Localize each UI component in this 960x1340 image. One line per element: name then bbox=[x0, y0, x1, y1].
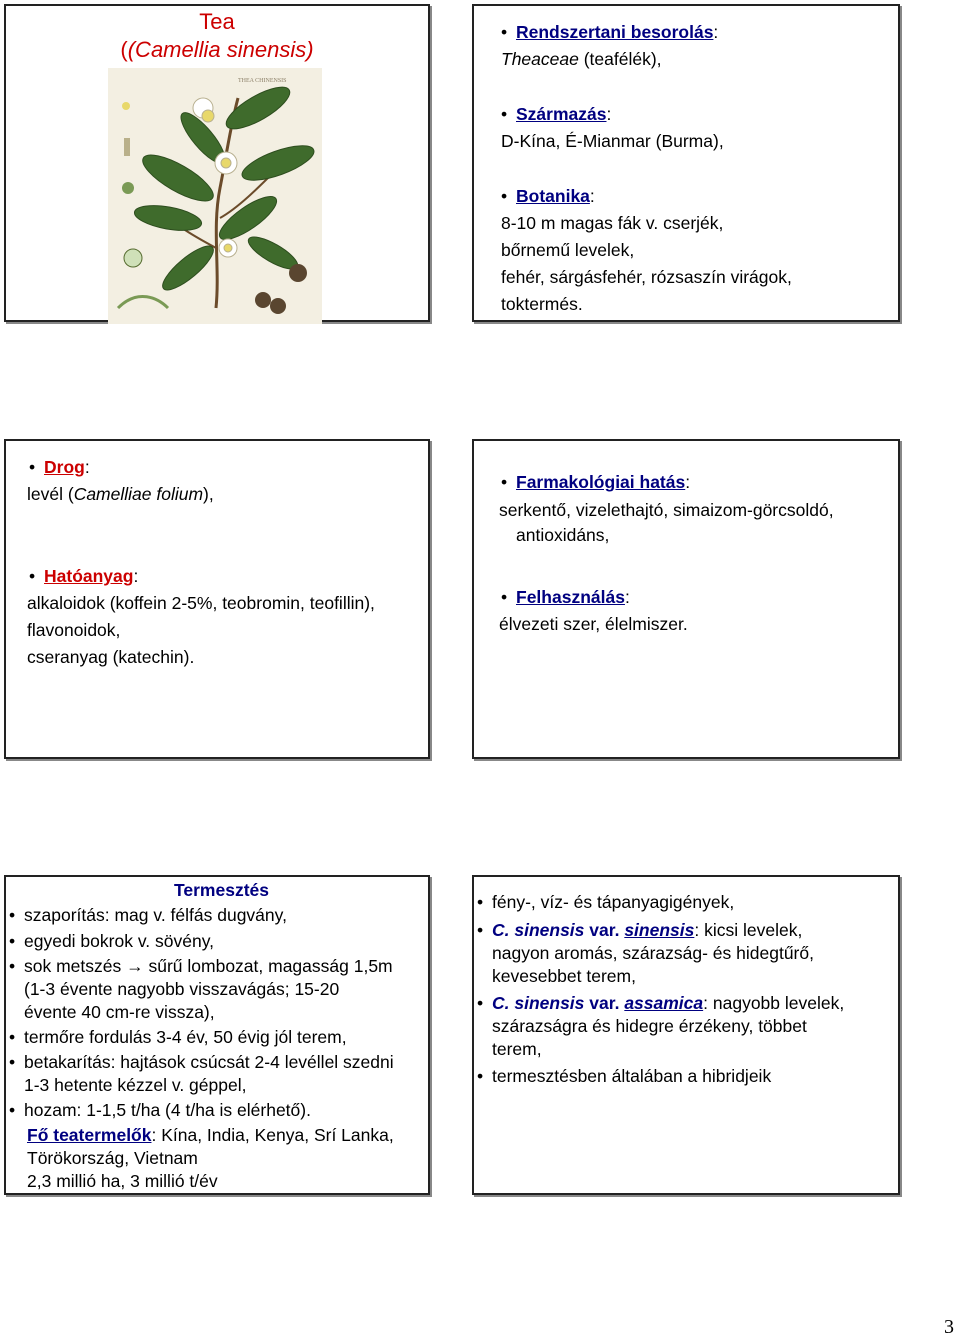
cultivation-line-6: • termőre fordulás 3-4 év, 50 évig jól terem, bbox=[24, 1026, 347, 1048]
pharmacology-heading: • Farmakológiai hatás: bbox=[516, 471, 690, 493]
classification-heading: • Rendszertani besorolás: bbox=[516, 21, 718, 43]
varieties-line-1: • fény-, víz- és tápanyagigények, bbox=[492, 891, 734, 913]
cultivation-line-2: • egyedi bokrok v. sövény, bbox=[24, 930, 214, 952]
slide-2 bbox=[472, 4, 900, 322]
drug-text: levél (Camelliae folium), bbox=[27, 484, 214, 504]
slide-title-tea: Tea bbox=[199, 9, 235, 34]
ingredient-line-1: alkaloidok (koffein 2-5%, teobromin, teofillin), bbox=[27, 593, 375, 613]
drug-heading: • Drog: bbox=[44, 456, 90, 478]
cultivation-title: Termesztés bbox=[174, 880, 270, 900]
pharmacology-line-1: serkentő, vizelethajtó, simaizom-görcsoldó, bbox=[499, 500, 834, 520]
family-text: Theaceae (teafélék), bbox=[501, 49, 662, 69]
ingredient-line-2: flavonoidok, bbox=[27, 620, 121, 640]
variety-assamica-line-3: terem, bbox=[492, 1039, 542, 1059]
main-producers-line-2: Törökország, Vietnam bbox=[27, 1148, 198, 1168]
cultivation-line-4: (1-3 évente nagyobb visszavágás; 15-20 bbox=[24, 979, 340, 999]
variety-sinensis-line-2: nagyon aromás, szárazság- és hidegtűrő, bbox=[492, 943, 814, 963]
botany-line-1: 8-10 m magas fák v. cserjék, bbox=[501, 213, 724, 233]
slide-1 bbox=[4, 4, 430, 322]
botany-line-2: bőrnemű levelek, bbox=[501, 240, 635, 260]
cultivation-line-3: • sok metszés → sűrű lombozat, magasság 1,5m bbox=[24, 955, 393, 977]
usage-heading: • Felhasználás: bbox=[516, 586, 630, 608]
botany-heading: • Botanika: bbox=[516, 185, 595, 207]
tea-plant-illustration bbox=[108, 68, 322, 324]
cultivation-line-5: évente 40 cm-re vissza), bbox=[24, 1002, 215, 1022]
slide-title-latin: ((Camellia sinensis) bbox=[120, 37, 314, 62]
active-ingredient-heading: • Hatóanyag: bbox=[44, 565, 138, 587]
cultivation-line-7: • betakarítás: hajtások csúcsát 2-4 levéllel szedni bbox=[24, 1051, 394, 1073]
variety-assamica-line-2: szárazságra és hidegre érzékeny, többet bbox=[492, 1016, 807, 1036]
variety-sinensis-line-3: kevesebbet terem, bbox=[492, 966, 636, 986]
ingredient-line-3: cseranyag (katechin). bbox=[27, 647, 195, 667]
variety-assamica-heading: • C. sinensis var. assamica: nagyobb levelek, bbox=[492, 992, 844, 1014]
main-producers-line: Fő teatermelők: Kína, India, Kenya, Srí Lanka, bbox=[27, 1125, 394, 1145]
cultivation-line-8: 1-3 hetente kézzel v. géppel, bbox=[24, 1075, 247, 1095]
slide-3 bbox=[4, 439, 430, 759]
cultivation-line-1: • szaporítás: mag v. félfás dugvány, bbox=[24, 904, 287, 926]
slide-5 bbox=[4, 875, 430, 1195]
hybrids-line: • termesztésben általában a hibridjeik bbox=[492, 1065, 771, 1087]
plate-caption: THEA CHINENSIS bbox=[238, 78, 287, 84]
botany-line-3: fehér, sárgásfehér, rózsaszín virágok, bbox=[501, 267, 792, 287]
origin-heading: • Származás: bbox=[516, 103, 611, 125]
production-stats: 2,3 millió ha, 3 millió t/év bbox=[27, 1171, 218, 1191]
botany-line-4: toktermés. bbox=[501, 294, 583, 314]
pharmacology-line-2: antioxidáns, bbox=[516, 525, 610, 545]
slide-4 bbox=[472, 439, 900, 759]
usage-text: élvezeti szer, élelmiszer. bbox=[499, 614, 688, 634]
origin-text: D-Kína, É-Mianmar (Burma), bbox=[501, 131, 724, 151]
cultivation-line-9: • hozam: 1-1,5 t/ha (4 t/ha is elérhető). bbox=[24, 1099, 311, 1121]
variety-sinensis-heading: • C. sinensis var. sinensis: kicsi levelek, bbox=[492, 919, 802, 941]
slide-6 bbox=[472, 875, 900, 1195]
page-number: 3 bbox=[944, 1316, 954, 1338]
